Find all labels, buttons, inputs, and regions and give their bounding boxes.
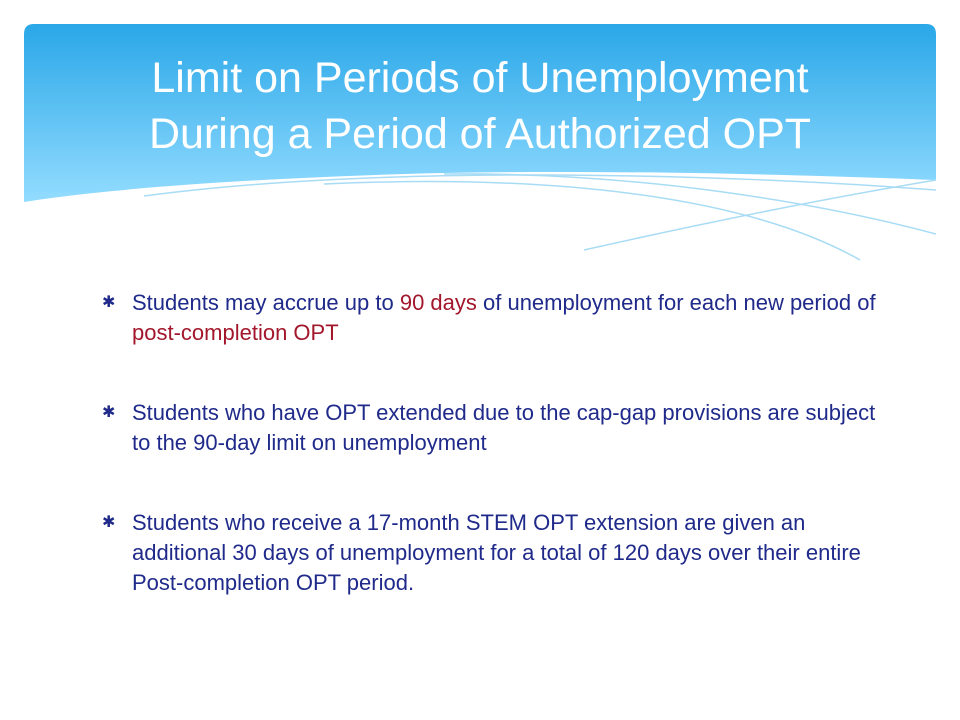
title-line-2: During a Period of Authorized OPT	[148, 110, 812, 158]
title-banner	[24, 24, 936, 264]
decorative-swooshes	[144, 174, 936, 260]
bullet-item	[100, 508, 880, 598]
highlight-text: post-completion OPT	[132, 320, 339, 345]
bullet-text: Students who receive a 17-month STEM OPT extension are given an additional 30 days of unemployment for a total of 120 days over their entire Post-completion OPT period.	[132, 510, 861, 595]
bullet-list	[100, 288, 880, 598]
bullet-text: Students who have OPT extended due to the cap-gap provisions are subject to the 90-day limit on unemployment	[132, 400, 876, 455]
bullet-text-part: of unemployment for each new period of	[476, 290, 876, 315]
bullet-item	[100, 288, 880, 348]
slide-title	[24, 50, 936, 162]
asterisk-icon: ✱	[102, 294, 116, 311]
bullet-text-part: Students may accrue up to	[132, 290, 400, 315]
title-line-1: Limit on Periods of Unemployment	[151, 54, 809, 102]
bullet-item	[100, 398, 880, 458]
highlight-text: 90 days	[399, 290, 477, 315]
asterisk-icon: ✱	[102, 514, 116, 531]
bullet-text	[132, 290, 876, 345]
asterisk-icon: ✱	[102, 404, 116, 421]
